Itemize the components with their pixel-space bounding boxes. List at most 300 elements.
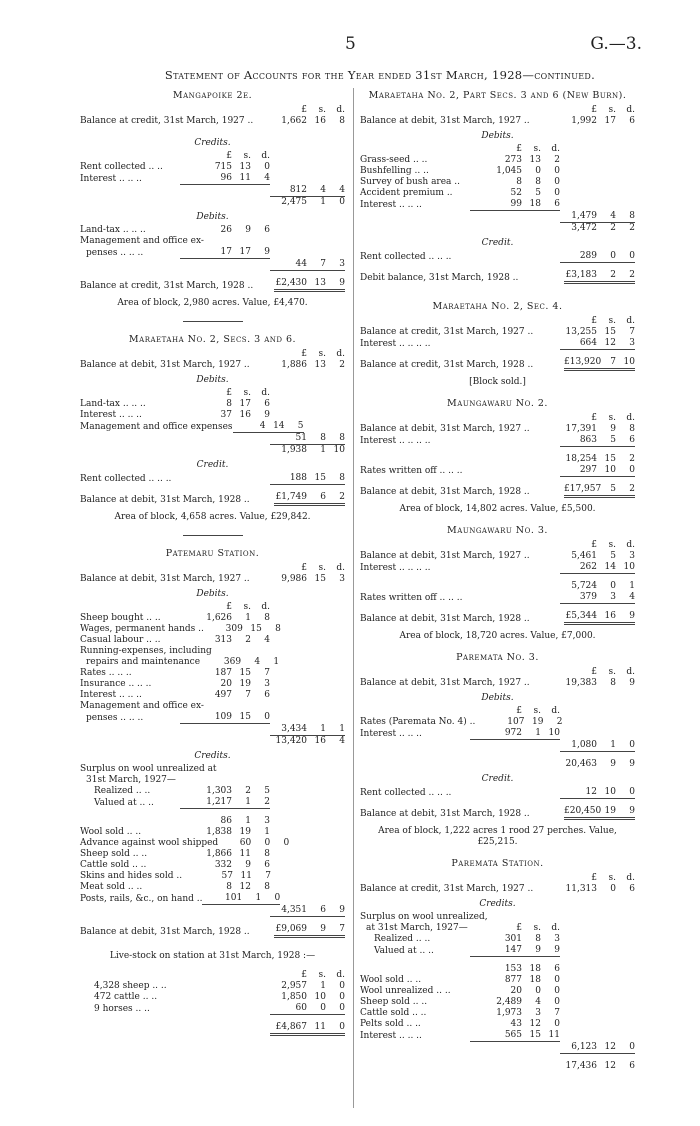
pence: 10 [333, 445, 345, 455]
shillings: 12 [604, 1061, 616, 1071]
shillings: s. [533, 144, 541, 154]
row-label: Casual labour .. .. [80, 635, 161, 645]
pounds: 1,973 [496, 1008, 522, 1018]
pounds: 301 [504, 934, 522, 944]
shillings: 16 [314, 736, 326, 746]
pence: 9 [264, 410, 270, 420]
currency-header-row [360, 144, 635, 155]
column-divider [353, 88, 354, 1108]
ledger-row [360, 166, 635, 177]
shillings: 1 [320, 981, 326, 991]
outer-amount [274, 492, 345, 506]
ledger-row [360, 1019, 635, 1030]
outer-amount [560, 454, 635, 465]
pence: 2 [629, 454, 635, 464]
inner-amount [180, 827, 270, 838]
ledger-row [360, 188, 635, 199]
pounds: 1,886 [281, 360, 307, 370]
spacer [360, 1054, 635, 1061]
account-section [360, 525, 635, 642]
account-section [80, 548, 345, 1036]
row-label: Realized .. .. [374, 934, 431, 944]
inner-column [470, 706, 560, 717]
outer-amount [564, 270, 635, 284]
inner-amount [470, 1030, 560, 1042]
subheading: Credit. [196, 460, 229, 470]
pounds: £ [516, 706, 522, 716]
shillings: 10 [604, 787, 616, 797]
row-label: Land-tax .. .. .. [80, 399, 146, 409]
ledger-row [360, 155, 635, 166]
ledger-row [360, 975, 635, 986]
shillings: 9 [535, 945, 541, 955]
pence: 9 [264, 247, 270, 257]
block-note: Area of block, 4,658 acres. Value, £29,842. [114, 512, 311, 522]
pence: 6 [264, 225, 270, 235]
ledger-row [360, 424, 635, 435]
shillings: 19 [239, 827, 251, 837]
pence: 3 [554, 934, 560, 944]
pence: 9 [629, 678, 635, 688]
ledger-row [80, 197, 345, 208]
pence: 0 [554, 188, 560, 198]
pounds: 52 [510, 188, 522, 198]
shillings: 3 [535, 1008, 541, 1018]
pounds: 1,626 [206, 613, 232, 623]
shillings: s. [318, 970, 326, 980]
ledger-row [360, 728, 635, 740]
shillings: 13 [314, 278, 326, 288]
pence: 8 [264, 613, 270, 623]
row-label: Balance at debit, 31st March, 1928 .. [360, 809, 530, 819]
pence: d. [626, 873, 635, 883]
pence: 0 [264, 162, 270, 172]
shillings: 18 [529, 199, 541, 209]
pence: 7 [339, 924, 345, 934]
inner-amount [470, 934, 560, 945]
pence: 9 [339, 278, 345, 288]
pounds: 153 [504, 964, 522, 974]
row-label: Balance at credit, 31st March, 1927 .. [360, 884, 534, 894]
ledger-row [80, 797, 345, 809]
row-label: Balance at debit, 31st March, 1927 .. [80, 360, 250, 370]
outer-amount [560, 465, 635, 477]
row-label: Balance at debit, 31st March, 1928 .. [360, 614, 530, 624]
outer-column [270, 349, 345, 360]
page-number: 5 [345, 34, 356, 54]
section-title: Maungawaru No. 2. [447, 398, 548, 409]
pence: d. [261, 602, 270, 612]
pence: d. [551, 706, 560, 716]
inner-amount [470, 945, 560, 957]
shillings: 19 [239, 679, 251, 689]
section-title: Maraetaha No. 2, Sec. 4. [432, 301, 563, 312]
shillings: 8 [320, 433, 326, 443]
shillings: 4 [535, 997, 541, 1007]
pounds: 1,080 [571, 740, 597, 750]
currency-header-row [80, 602, 345, 613]
inner-amount [470, 1019, 560, 1030]
ledger-row [80, 236, 345, 247]
outer-column [560, 316, 635, 327]
pence: 0 [554, 986, 560, 996]
ledger-row [360, 934, 635, 945]
pence: 3 [264, 816, 270, 826]
shillings: 5 [610, 551, 616, 561]
block-note: Live-stock on station at 31st March, 1928 :— [109, 951, 316, 961]
shillings: s. [608, 105, 616, 115]
row-label: Realized .. .. [94, 786, 151, 796]
pounds: 2,957 [281, 981, 307, 991]
left-column [80, 88, 345, 1046]
shillings: 14 [273, 421, 285, 431]
shillings: 8 [610, 678, 616, 688]
pence: 2 [339, 360, 345, 370]
ledger-row [80, 635, 345, 646]
inner-amount [182, 871, 271, 882]
outer-column [270, 563, 345, 574]
shillings: 8 [535, 934, 541, 944]
pounds: 313 [214, 635, 232, 645]
ledger-row [360, 562, 635, 574]
inner-column [180, 388, 270, 399]
pounds: 2,475 [281, 197, 307, 207]
row-label: Wool sold .. .. [360, 975, 422, 985]
outer-amount [560, 562, 635, 574]
outer-amount [564, 327, 635, 338]
outer-amount [564, 806, 635, 820]
pounds: 497 [214, 690, 232, 700]
shillings: 1 [255, 893, 262, 903]
shillings: 0 [610, 251, 616, 261]
pounds: 4 [259, 421, 266, 431]
row-label: Balance at debit, 31st March, 1927 .. [360, 116, 530, 126]
pence: d. [336, 349, 345, 359]
ledger-row [360, 435, 635, 447]
spacer [360, 752, 635, 759]
outer-column [560, 413, 635, 424]
shillings: 12 [239, 882, 251, 892]
outer-column [560, 105, 635, 116]
pounds: £ [301, 970, 307, 980]
shillings: 7 [320, 259, 326, 269]
row-label: Insurance .. .. .. [80, 679, 152, 689]
ledger-row [360, 484, 635, 498]
pounds: 297 [579, 465, 597, 475]
row-label: Wool unrealized .. .. [360, 986, 451, 996]
pounds: 1,662 [281, 116, 307, 126]
ledger-row [80, 624, 345, 635]
spacer [360, 284, 635, 291]
pence: 3 [339, 574, 345, 584]
inner-column [180, 151, 270, 162]
row-label: 472 cattle .. .. [94, 992, 158, 1002]
pounds: 972 [504, 728, 522, 738]
shillings: 5 [610, 435, 616, 445]
block-note: Area of block, 1,222 acres 1 rood 27 perches. Value, £25,215. [378, 826, 617, 847]
pence: 8 [339, 473, 345, 483]
pence: 0 [629, 465, 635, 475]
pounds: 101 [225, 893, 243, 903]
pounds: £ [226, 151, 232, 161]
shillings: 2 [610, 223, 616, 233]
inner-amount [180, 679, 270, 690]
shillings: 19 [531, 717, 544, 727]
inner-amount [200, 657, 279, 668]
inner-amount [470, 166, 560, 177]
shillings: 12 [529, 1019, 541, 1029]
section-title: Mangapoike 2e. [172, 90, 253, 101]
outer-amount [270, 445, 345, 456]
inner-amount [180, 635, 270, 646]
ledger-row [360, 806, 635, 820]
pence: 0 [554, 1019, 560, 1029]
ledger-row [360, 338, 635, 350]
ledger-row [360, 1061, 635, 1072]
inner-amount [470, 986, 560, 997]
ledger-row [80, 924, 345, 938]
shillings: 7 [245, 690, 251, 700]
ledger-row [80, 690, 345, 701]
inner-amount [470, 1008, 560, 1019]
pounds: £5,344 [565, 611, 597, 621]
currency-header-row [360, 316, 635, 327]
inner-amount [233, 421, 304, 433]
shillings: 4 [320, 185, 326, 195]
inner-amount [180, 690, 270, 701]
pounds: £1,749 [275, 492, 307, 502]
ledger-row [360, 1042, 635, 1054]
inner-amount [180, 860, 270, 871]
ledger-row [360, 611, 635, 625]
row-label: Balance at credit, 31st March, 1927 .. [80, 116, 254, 126]
pounds: 379 [579, 592, 597, 602]
shillings: 9 [610, 424, 616, 434]
spacer [80, 271, 345, 278]
shillings: 0 [535, 166, 541, 176]
currency-header-row [80, 349, 345, 360]
shillings: s. [608, 667, 616, 677]
ledger-row [80, 679, 345, 690]
row-label: Balance at debit, 31st March, 1928 .. [80, 495, 250, 505]
outer-column [560, 873, 635, 884]
row-label: Skins and hides sold .. [80, 871, 183, 881]
pounds: 4,351 [281, 905, 307, 915]
pence: d. [626, 540, 635, 550]
pence: d. [626, 667, 635, 677]
pence: d. [626, 316, 635, 326]
pounds: 289 [579, 251, 597, 261]
shillings: 0 [264, 838, 271, 848]
shillings: 15 [239, 712, 251, 722]
shillings: 11 [239, 173, 251, 183]
ledger-row [360, 986, 635, 997]
outer-column [560, 667, 635, 678]
pounds: 877 [504, 975, 522, 985]
pence: 0 [339, 197, 345, 207]
ledger-row [80, 473, 345, 485]
ledger-row [80, 786, 345, 797]
spacer [80, 938, 345, 945]
shillings: 9 [245, 860, 251, 870]
row-label: 31st March, 1927— [86, 775, 176, 785]
outer-amount [270, 197, 345, 208]
ledger-row [360, 199, 635, 211]
pounds: 9,986 [281, 574, 307, 584]
pence: 0 [629, 740, 635, 750]
row-label: repairs and maintenance [86, 657, 201, 667]
pounds: £ [591, 667, 597, 677]
pence: 9 [339, 905, 345, 915]
ledger-row [360, 678, 635, 689]
ledger-row [80, 399, 345, 410]
ledger-row [80, 736, 345, 747]
spacer [360, 799, 635, 806]
pence: 0 [339, 981, 345, 991]
pounds: £9,069 [275, 924, 307, 934]
inner-amount [204, 624, 281, 635]
pence: 7 [629, 327, 635, 337]
pence: 11 [548, 1030, 560, 1040]
ledger-row [80, 360, 345, 371]
pounds: 1,045 [496, 166, 522, 176]
ledger-row [80, 185, 345, 197]
pounds: £ [591, 873, 597, 883]
row-label: at 31st March, 1927— [366, 923, 468, 933]
shillings: 0 [610, 884, 616, 894]
row-label: Running-expenses, including [80, 646, 212, 656]
row-label: Rent collected .. .. .. [360, 788, 452, 798]
outer-amount [270, 992, 345, 1003]
shillings: 10 [604, 465, 616, 475]
ledger-row [80, 259, 345, 271]
ledger-row [80, 981, 345, 992]
pounds: £ [301, 105, 307, 115]
pounds: 8 [516, 177, 522, 187]
pounds: 1,938 [281, 445, 307, 455]
row-label: Interest .. .. .. [80, 174, 142, 184]
pounds: 11,313 [565, 884, 597, 894]
outer-amount [270, 981, 345, 992]
outer-amount [560, 223, 635, 234]
outer-amount [274, 924, 345, 938]
pounds: £ [516, 923, 522, 933]
pounds: 86 [220, 816, 232, 826]
ledger-row [360, 251, 635, 263]
shillings: 1 [610, 740, 616, 750]
outer-amount [274, 360, 345, 371]
ledger-row [80, 1003, 345, 1015]
pence: 10 [623, 562, 635, 572]
pence: 9 [629, 806, 635, 816]
shillings: s. [243, 151, 251, 161]
pounds: 3,434 [281, 724, 307, 734]
inner-amount [180, 173, 270, 185]
shillings: 5 [610, 484, 616, 494]
pence: d. [626, 413, 635, 423]
outer-amount [560, 251, 635, 263]
outer-amount [270, 736, 345, 747]
pounds: 13,255 [565, 327, 597, 337]
outer-amount [564, 424, 635, 435]
pence: 0 [554, 997, 560, 1007]
pence: 6 [629, 435, 635, 445]
row-label: penses .. .. .. [86, 248, 144, 258]
outer-column [560, 540, 635, 551]
row-label: Valued at .. .. [94, 798, 154, 808]
inner-amount [470, 199, 560, 211]
pence: 8 [339, 116, 345, 126]
ledger-row [80, 646, 345, 657]
pounds: 8 [226, 882, 232, 892]
account-section [360, 301, 635, 388]
block-note: Area of block, 18,720 acres. Value, £7,000. [399, 631, 596, 641]
shillings: s. [533, 706, 541, 716]
inner-amount [470, 964, 560, 975]
ledger-row [80, 838, 345, 849]
row-label: Cattle sold .. .. [80, 860, 147, 870]
pence: 5 [264, 786, 270, 796]
row-label: Sheep sold .. .. [360, 997, 428, 1007]
pence: 4 [629, 592, 635, 602]
pounds: 60 [295, 1003, 307, 1013]
shillings: 2 [610, 270, 616, 280]
ledger-row [80, 724, 345, 736]
shillings: s. [243, 388, 251, 398]
shillings: 15 [604, 454, 616, 464]
outer-amount [270, 1022, 345, 1036]
pence: 0 [554, 177, 560, 187]
row-label: Rates (Paremata No. 4) .. [360, 717, 476, 727]
inner-amount [180, 816, 270, 827]
inner-amount [180, 786, 270, 797]
pounds: 812 [289, 185, 307, 195]
ledger-row [360, 223, 635, 234]
pounds: 107 [507, 717, 525, 727]
outer-amount [270, 185, 345, 197]
section-title: Paremata No. 3. [456, 652, 539, 663]
inner-amount [470, 997, 560, 1008]
pounds: 664 [579, 338, 597, 348]
inner-amount [470, 155, 560, 166]
outer-amount [560, 740, 635, 752]
pounds: 565 [504, 1030, 522, 1040]
ledger-row [80, 860, 345, 871]
shillings: 1 [535, 728, 541, 738]
account-section [360, 652, 635, 848]
inner-column [180, 602, 270, 613]
pounds: £ [301, 563, 307, 573]
shillings: 17 [239, 247, 251, 257]
shillings: 4 [254, 657, 261, 667]
shillings: 11 [239, 849, 251, 859]
ledger-row [80, 871, 345, 882]
outer-amount [564, 884, 635, 895]
pence: 6 [264, 399, 270, 409]
shillings: s. [243, 602, 251, 612]
pence: d. [336, 563, 345, 573]
shillings: s. [608, 540, 616, 550]
subheading: Credits. [479, 899, 516, 909]
row-label: Cattle sold .. .. [360, 1008, 427, 1018]
pence: 2 [556, 717, 563, 727]
pence: 6 [629, 884, 635, 894]
pounds: 3,472 [571, 223, 597, 233]
pence: 0 [264, 712, 270, 722]
shillings: 15 [239, 668, 251, 678]
section-title: Maraetaha No. 2, Secs. 3 and 6. [128, 334, 297, 345]
ledger-row [360, 787, 635, 799]
